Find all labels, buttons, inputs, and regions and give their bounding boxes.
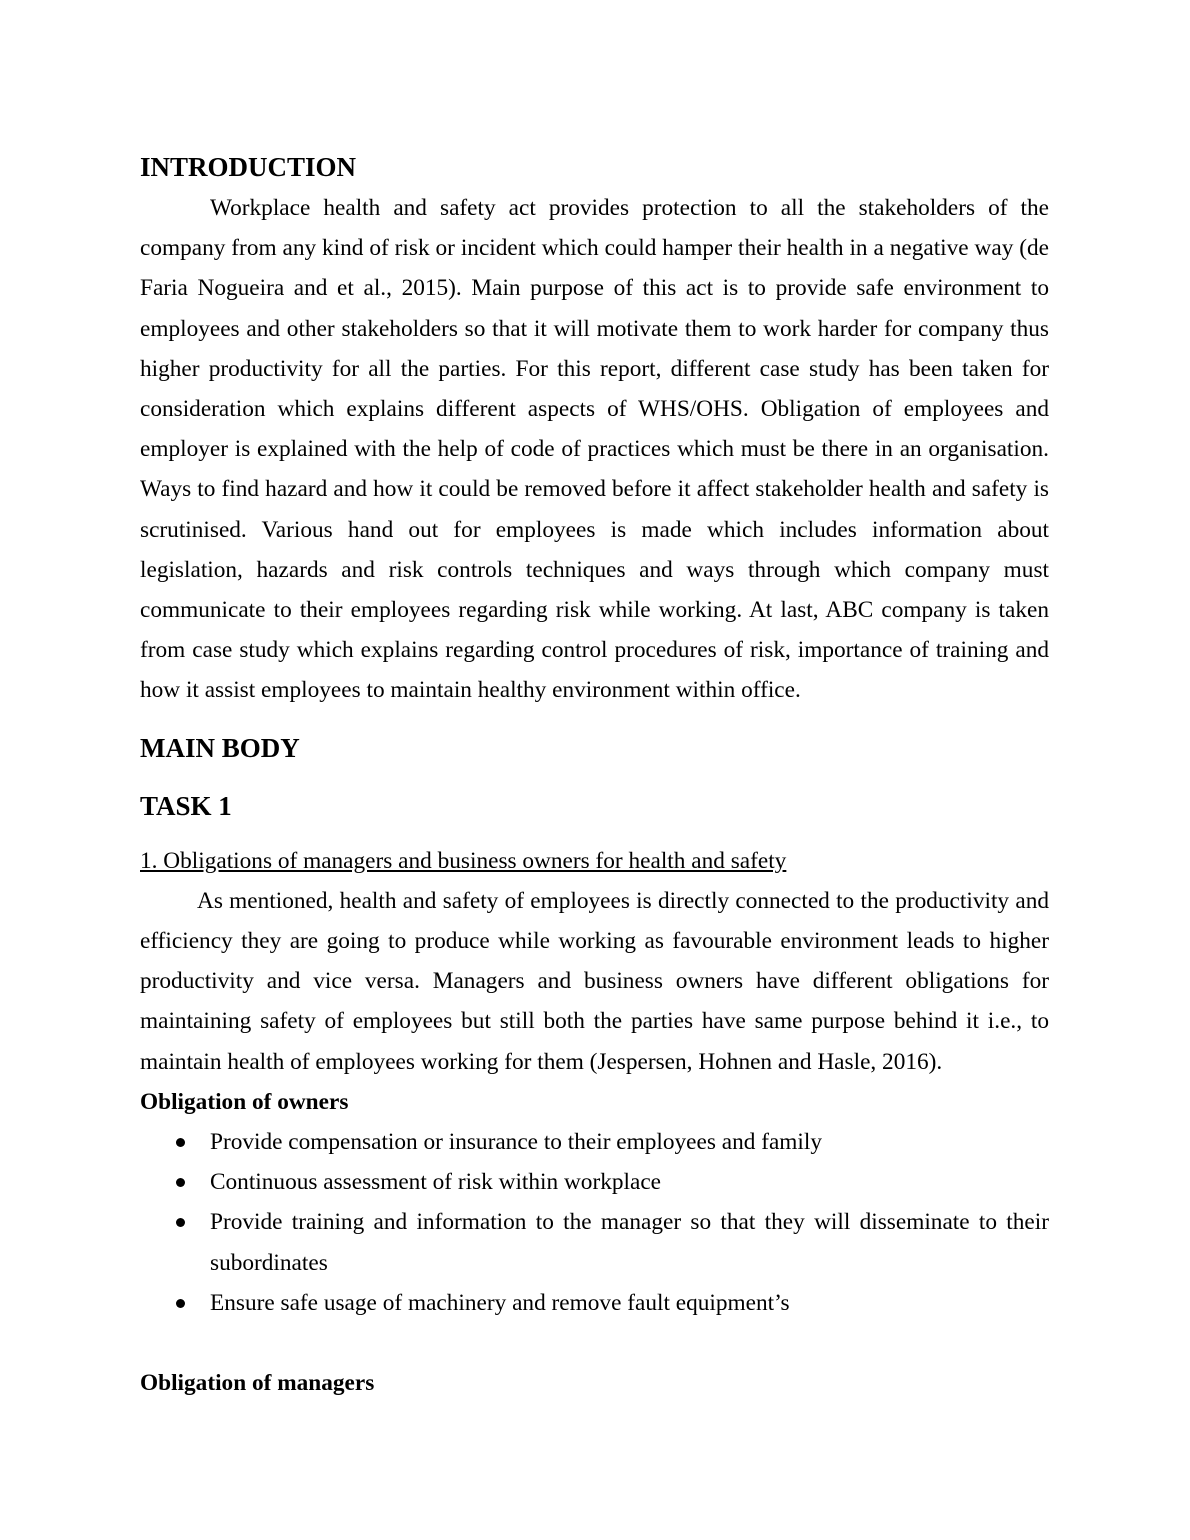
- list-item-text: Ensure safe usage of machinery and remove fault equipment’s: [210, 1289, 790, 1316]
- owners-list: [140, 1122, 1049, 1323]
- list-item-text: Provide compensation or insurance to their employees and family: [210, 1129, 823, 1156]
- document-page: [140, 148, 1049, 1403]
- task1-subheading: 1. Obligations of managers and business owners for health and safety: [140, 847, 787, 874]
- list-item: [140, 1122, 1049, 1162]
- list-item: [140, 1283, 1049, 1323]
- bullet-icon: [176, 1138, 185, 1147]
- list-item-text: Provide training and information to the manager so that they will disseminate to their subordinates: [210, 1209, 1049, 1276]
- list-item-text: Continuous assessment of risk within workplace: [210, 1169, 662, 1196]
- list-item: [140, 1162, 1049, 1202]
- task1-paragraph: As mentioned, health and safety of employees is directly connected to the productivity and efficiency they are going to produce while working as favourable environment leads to higher productivity and vice versa. Managers and business owners have different obligations for maintaining safety of employees but still both the parties have same purpose behind it i.e., to maintain health of employees working for them (Jespersen, Hohnen and Hasle, 2016).: [140, 887, 1049, 1075]
- list-item: [140, 1202, 1049, 1282]
- main-body-heading: MAIN BODY: [140, 732, 300, 763]
- task1-heading: TASK 1: [140, 790, 232, 821]
- managers-heading: Obligation of managers: [140, 1370, 375, 1397]
- bullet-icon: [176, 1218, 185, 1227]
- bullet-icon: [176, 1299, 185, 1308]
- introduction-paragraph: Workplace health and safety act provides protection to all the stakeholders of the company from any kind of risk or incident which could hamper their health in a negative way (de Faria Nogueira and et al., 2015). Main purpose of this act is to provide safe environment to employees and other stakeholders so that it will motivate them to work harder for company thus higher productivity for all the parties. For this report, different case study has been taken for consideration which explains different aspects of WHS/OHS. Obligation of employees and employer is explained with the help of code of practices which must be there in an organisation. Ways to find hazard and how it could be removed before it affect stakeholder health and safety is scrutinised. Various hand out for employees is made which includes information about legislation, hazards and risk controls techniques and ways through which company must communicate to their employees regarding risk while working. At last, ABC company is taken from case study which explains regarding control procedures of risk, importance of training and how it assist employees to maintain healthy environment within office.: [140, 195, 1049, 704]
- bullet-icon: [176, 1178, 185, 1187]
- introduction-heading: INTRODUCTION: [140, 152, 357, 182]
- owners-heading: Obligation of owners: [140, 1088, 349, 1115]
